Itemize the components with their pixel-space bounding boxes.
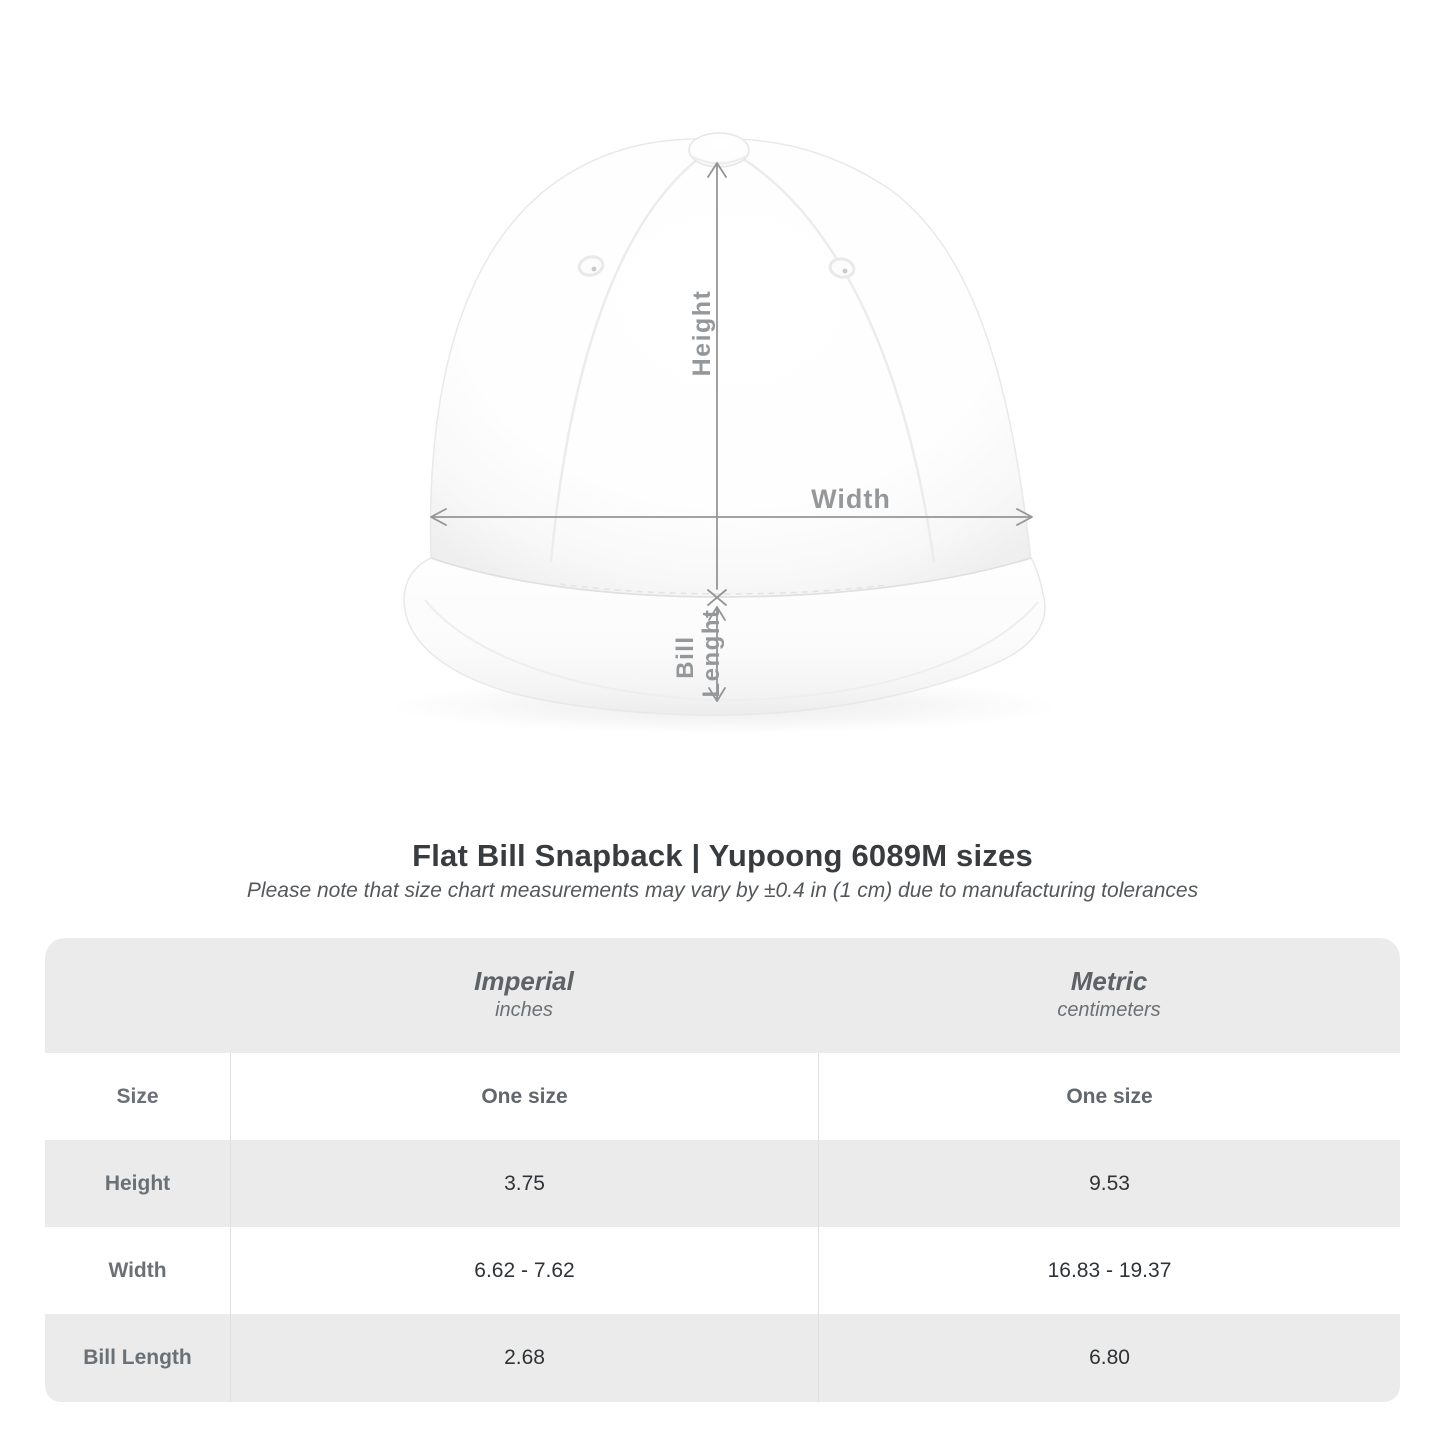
column-header-metric-label: Metric bbox=[1070, 966, 1148, 996]
imperial-value: One size bbox=[230, 1053, 818, 1140]
column-header-imperial-label: Imperial bbox=[474, 966, 574, 996]
row-label: Width bbox=[108, 1258, 167, 1282]
imperial-value: 3.75 bbox=[230, 1140, 818, 1227]
hat-crown bbox=[431, 139, 1031, 597]
metric-value: 16.83 - 19.37 bbox=[818, 1227, 1400, 1314]
metric-value: 6.80 bbox=[818, 1314, 1400, 1402]
hat-button bbox=[689, 133, 749, 167]
column-header-metric bbox=[818, 966, 1400, 1022]
table-row-size bbox=[45, 1053, 1400, 1140]
width-label: Width bbox=[811, 484, 891, 514]
size-table-header bbox=[45, 938, 1400, 1053]
column-header-metric-unit: centimeters bbox=[1057, 999, 1161, 1021]
page-subtitle: Please note that size chart measurements may vary by ±0.4 in (1 cm) due to manufacturing tolerances bbox=[246, 879, 1199, 902]
page-title: Flat Bill Snapback | Yupoong 6089M sizes bbox=[412, 838, 1033, 873]
table-row-width bbox=[45, 1227, 1400, 1314]
imperial-value: 2.68 bbox=[230, 1314, 818, 1402]
column-header-imperial-unit: inches bbox=[495, 999, 553, 1021]
column-header-imperial bbox=[230, 966, 818, 1022]
size-table bbox=[45, 938, 1400, 1402]
row-label: Height bbox=[104, 1171, 171, 1195]
row-label: Bill Length bbox=[83, 1346, 192, 1369]
bill-length-label-line1: Bill bbox=[672, 635, 699, 679]
table-row-height bbox=[45, 1140, 1400, 1227]
height-label: Height bbox=[688, 289, 716, 377]
metric-value: One size bbox=[818, 1053, 1400, 1140]
table-row-bill-length bbox=[45, 1314, 1400, 1402]
bill-length-label-line2: Lenght bbox=[698, 608, 725, 698]
row-label: Size bbox=[116, 1084, 159, 1108]
metric-value: 9.53 bbox=[818, 1140, 1400, 1227]
imperial-value: 6.62 - 7.62 bbox=[230, 1227, 818, 1314]
